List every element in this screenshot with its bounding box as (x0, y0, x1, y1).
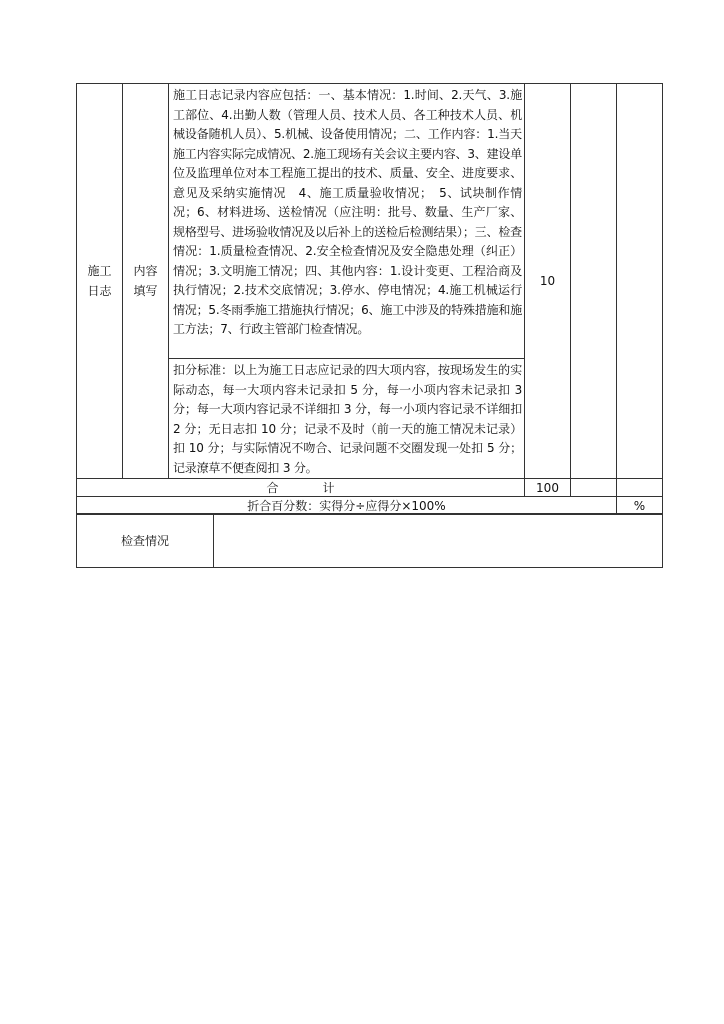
percent-row (77, 497, 663, 515)
check-value-cell[interactable] (214, 514, 663, 568)
score-cell: 10 (525, 84, 571, 479)
percent-formula-cell: 折合百分数：实得分÷应得分×100% (77, 497, 617, 515)
actual-score-cell (571, 84, 617, 479)
category-line: 日志 (87, 284, 112, 298)
check-table (76, 513, 663, 568)
total-row (77, 479, 663, 497)
check-row (77, 514, 663, 568)
percent-unit-cell: % (617, 497, 663, 515)
content-requirements-cell: 施工日志记录内容应包括：一、基本情况：1.时间、2.天气、3.施工部位、4.出勤人数（管理人员、技术人员、各工种技术人员、机械设备随机人员）、5.机械、设备使用情况；二、工作内容：1.当天施工内容实际完成情况、2.施工现场有关会议主要内容、3、建设单位及监理单位对本工程施工提出的技术、质量、安全、进度要求、意见及采纳实施情况 4、施工质量验收情况； 5、试块制作情况；6、材料进场、送检情况（应注明：批号、数量、生产厂家、规格型号、进场验收情况及以后补上的送检后检测结果）；三、检查情况：1.质量检查情况、2.安全检查情况及安全隐患处理（纠正）情况；3.文明施工情况；四、其他内容：1.设计变更、工程洽商及执行情况；2.技术交底情况；3.停水、停电情况；4.施工机械运行情况；5.冬雨季施工措施执行情况；6、施工中涉及的特殊措施和施工方法；7、行政主管部门检查情况。 (169, 84, 525, 359)
total-score-cell: 100 (525, 479, 571, 497)
table-row (77, 84, 663, 359)
item-cell (123, 84, 169, 479)
category-line: 施工 (87, 264, 112, 278)
total-label-left: 合 (266, 481, 279, 495)
item-line: 内容 (133, 264, 158, 278)
scoring-table (76, 83, 663, 515)
check-label-cell: 检查情况 (77, 514, 214, 568)
total-label-right: 计 (322, 481, 335, 495)
item-line: 填写 (133, 284, 158, 298)
total-remark-cell (617, 479, 663, 497)
category-cell (77, 84, 123, 479)
total-actual-cell (571, 479, 617, 497)
deduction-standard-cell: 扣分标准：以上为施工日志应记录的四大项内容，按现场发生的实际动态，每一大项内容未记录扣 5 分，每一小项内容未记录扣 3 分；每一大项内容记录不详细扣 3 分，每一小项内容记录不详细扣 2 分；无日志扣 10 分；记录不及时（前一天的施工情况未记录）扣 10 分；与实际情况不吻合、记录问题不交圈发现一处扣 5 分；记录潦草不便查阅扣 3 分。 (169, 359, 525, 479)
total-label-cell (77, 479, 525, 497)
remark-cell (617, 84, 663, 479)
